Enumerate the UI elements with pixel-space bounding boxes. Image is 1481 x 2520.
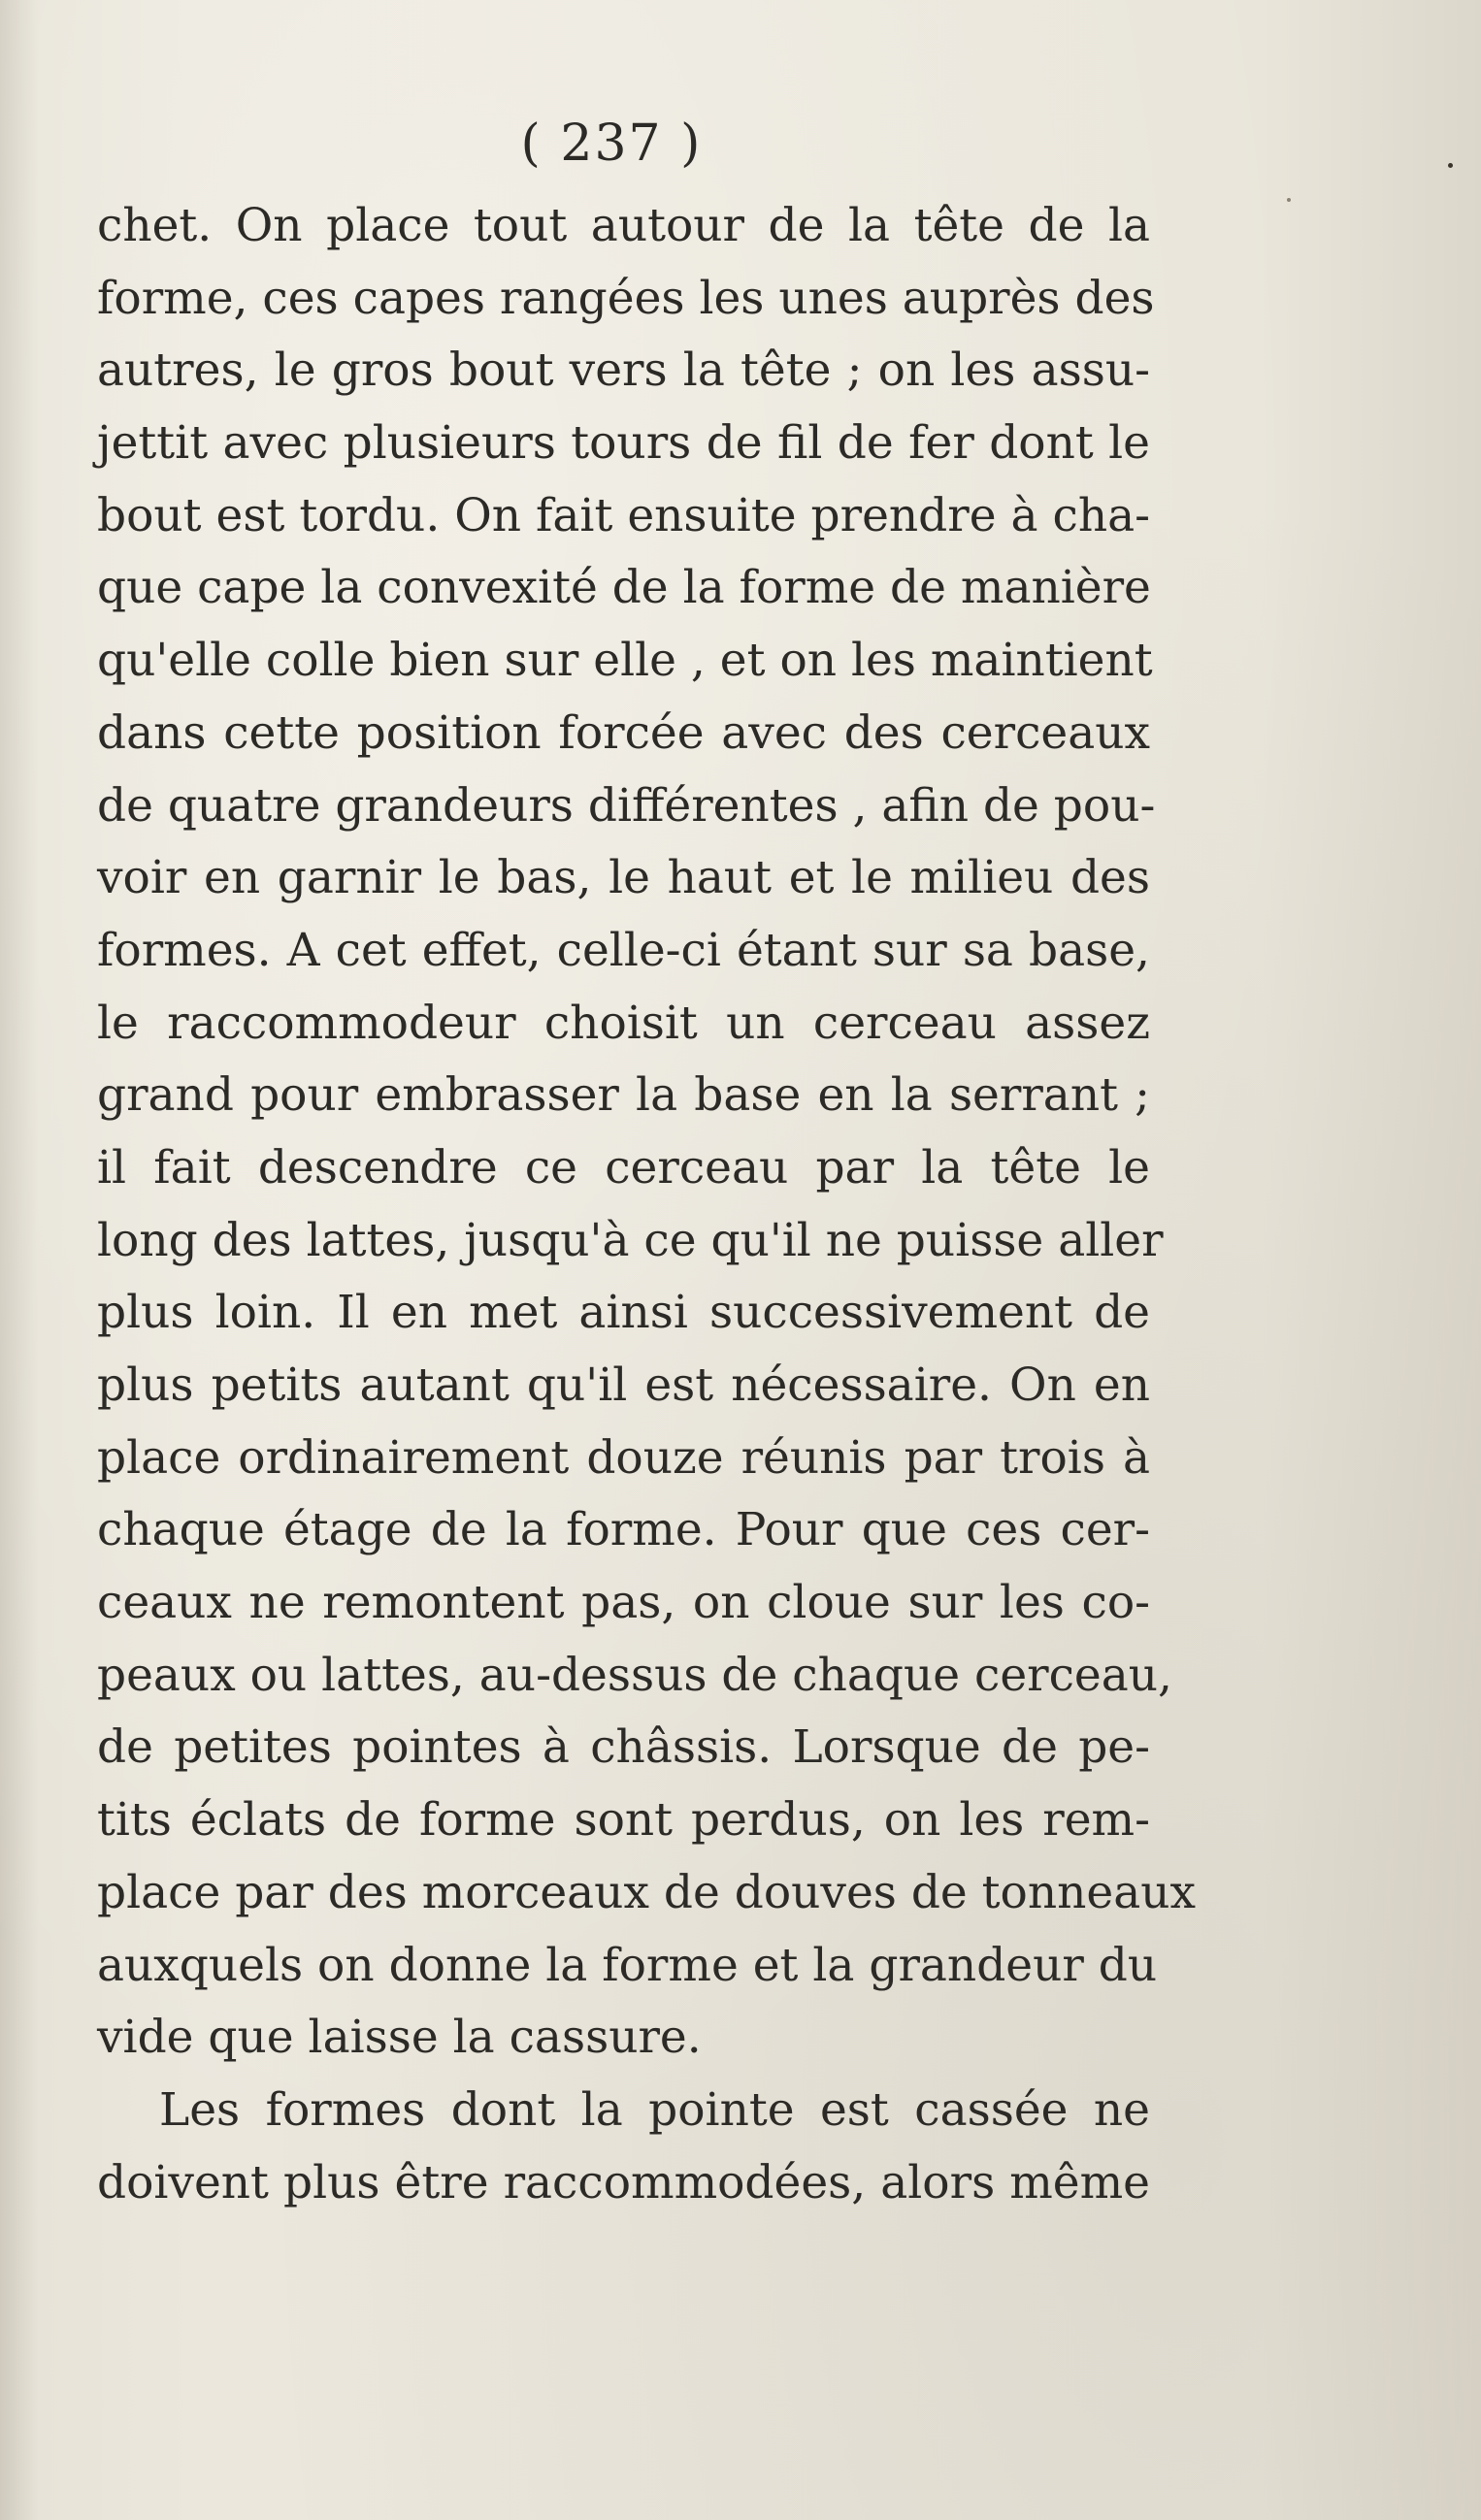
text-line: formes. A cet effet, celle-ci étant sur sa base, — [97, 923, 1150, 977]
text-line: tits éclats de forme sont perdus, on les rem- — [97, 1793, 1150, 1848]
text-line: chet. On place tout autour de la tête de la — [97, 199, 1150, 252]
text-line: que cape la convexité de la forme de manière — [97, 561, 1151, 615]
text-line: voir en garnir le bas, le haut et le milieu des — [97, 851, 1150, 905]
text-line: chaque étage de la forme. Pour que ces cer- — [97, 1503, 1150, 1557]
text-line: bout est tordu. On fait ensuite prendre à cha- — [97, 488, 1150, 542]
text-line: doivent plus être raccommodées, alors même — [97, 2155, 1150, 2209]
text-line: de quatre grandeurs différentes , afin de pou- — [97, 778, 1156, 833]
text-line: peaux ou lattes, au-dessus de chaque cerceau, — [97, 1648, 1172, 1702]
text-line: autres, le gros bout vers la tête ; on les assu- — [97, 344, 1150, 398]
paragraph-2 — [97, 2075, 1150, 2219]
page-number: ( 237 ) — [520, 115, 703, 173]
text-line: le raccommodeur choisit un cerceau assez — [97, 996, 1150, 1050]
text-line: grand pour embrasser la base en la serrant ; — [97, 1068, 1150, 1123]
text-line: il fait descendre ce cerceau par la tête le — [97, 1140, 1150, 1195]
text-line: plus loin. Il en met ainsi successivement de — [97, 1286, 1150, 1340]
text-line: auxquels on donne la forme et la grandeur du — [97, 1938, 1158, 1992]
paper-speck — [1448, 163, 1453, 168]
text-line: Les formes dont la pointe est cassée ne — [159, 2082, 1150, 2137]
text-line: vide que laisse la cassure. — [97, 2011, 702, 2065]
text-line: qu'elle colle bien sur elle , et on les maintient — [97, 634, 1153, 688]
paper-speck — [1287, 198, 1291, 202]
text-line: place par des morceaux de douves de tonneaux — [97, 1865, 1196, 1919]
text-line: forme, ces capes rangées les unes auprès des — [97, 271, 1155, 325]
text-line: plus petits autant qu'il est nécessaire. On en — [97, 1358, 1150, 1412]
text-line: ceaux ne remontent pas, on cloue sur les co- — [97, 1576, 1150, 1630]
text-line: long des lattes, jusqu'à ce qu'il ne puisse aller — [97, 1213, 1164, 1267]
text-line: de petites pointes à châssis. Lorsque de pe- — [97, 1720, 1150, 1775]
text-line: jettit avec plusieurs tours de fil de fer dont le — [97, 416, 1150, 471]
text-line: dans cette position forcée avec des cerceaux — [97, 705, 1150, 760]
paragraph-1 — [97, 190, 1196, 2075]
text-line: place ordinairement douze réunis par trois à — [97, 1430, 1150, 1485]
body-text — [97, 190, 1196, 2219]
